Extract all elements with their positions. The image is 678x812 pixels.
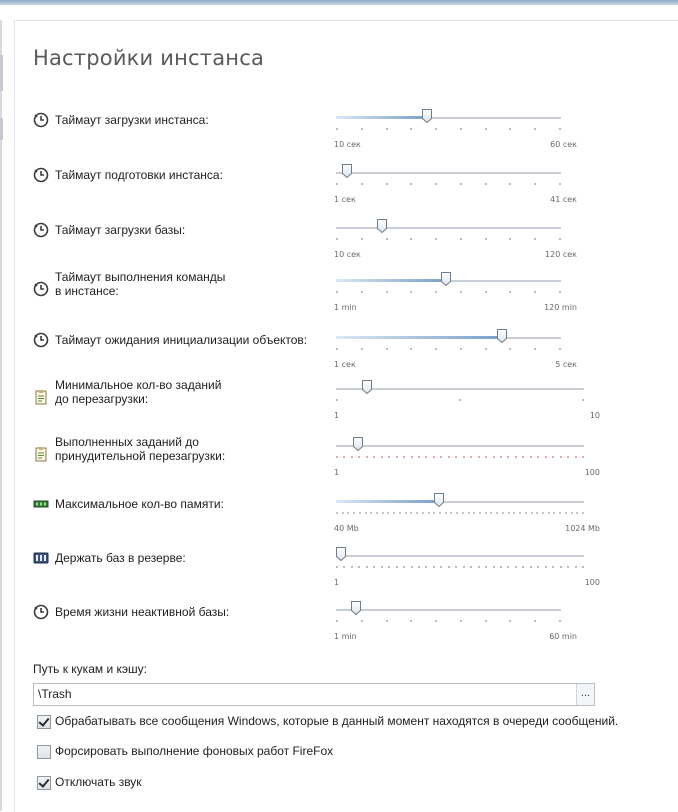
slider-tick [502,512,504,514]
slider-max-label: 5 сек [555,360,577,369]
slider-tick [359,512,361,514]
slider-tick [361,348,363,350]
slider-thumb[interactable] [441,272,451,286]
setting-row [33,378,600,421]
slider-tick [425,566,427,568]
slider-fill [336,116,426,119]
slider-tick [336,456,338,458]
slider-track [336,609,561,611]
slider-tick [376,512,378,514]
clock-icon [33,332,49,348]
checkbox-label: Форсировать выполнение фоновых работ FireFox [55,744,334,758]
slider-ticks [336,183,561,186]
slider-tick [559,238,561,240]
slider-tick [500,456,502,458]
slider-track [336,445,584,447]
slider-tick [460,620,462,622]
slider-tick [435,620,437,622]
setting-row [33,330,593,370]
slider-thumb[interactable] [353,437,363,451]
slider-tick [396,566,398,568]
slider-min-label: 10 сек [334,140,361,149]
slider-tick [509,348,511,350]
slider-tick [365,512,367,514]
database-icon [33,550,49,566]
slider-tick [542,512,544,514]
slider-tick [450,512,452,514]
slider-tick [336,291,338,293]
setting-row [33,165,593,205]
slider-tick [509,183,511,185]
clock-icon [33,222,49,238]
slider-tick [455,566,457,568]
slider-tick [559,183,561,185]
slider-ticks [336,238,561,241]
slider-tick [559,128,561,130]
setting-row [33,220,593,260]
slider-thumb[interactable] [422,109,432,123]
slider-min-label: 1 min [334,303,357,312]
clock-icon [33,167,49,183]
slider-tick [560,456,562,458]
slider-tick [336,348,338,350]
slider-tick [358,566,360,568]
slider-track [336,388,584,390]
setting-label: Таймаут загрузки инстанса: [55,113,209,127]
path-value: \Trash [38,687,72,701]
slider-tick [353,512,355,514]
setting-row [33,110,593,150]
slider-tick [460,348,462,350]
slider-tick [393,512,395,514]
slider-tick [418,456,420,458]
slider-tick [448,456,450,458]
slider-tick [493,566,495,568]
slider-tick [388,456,390,458]
slider-tick [435,291,437,293]
slider-max-label: 60 min [549,632,577,641]
window-top-bar [0,0,678,5]
slider-tick [399,512,401,514]
slider-tick [366,456,368,458]
slider-tick [490,512,492,514]
slider-tick [582,456,584,458]
slider-tick [422,512,424,514]
setting-slider[interactable] [334,220,577,260]
left-tab-marker [0,55,3,91]
slider-min-label: 1 сек [334,360,356,369]
slider-max-label: 120 сек [545,250,577,259]
slider-tick [559,348,561,350]
setting-slider[interactable] [334,602,577,642]
setting-label: Таймаут выполнения команды в инстансе: [55,270,226,298]
slider-tick [522,566,524,568]
left-tab-marker [0,118,3,140]
slider-fill [336,336,501,339]
slider-max-label: 100 [584,578,600,587]
slider-tick [478,566,480,568]
setting-slider[interactable] [334,330,577,370]
slider-tick [381,566,383,568]
slider-tick [522,456,524,458]
slider-tick [485,291,487,293]
slider-tick [509,238,511,240]
clock-icon [33,112,49,128]
slider-tick [536,512,538,514]
checkbox-unchecked[interactable] [37,745,51,759]
slider-tick [509,128,511,130]
slider-tick [361,620,363,622]
slider-tick [342,512,344,514]
slider-tick [485,128,487,130]
slider-ticks [336,566,584,569]
slider-track [336,555,584,557]
slider-tick [534,348,536,350]
setting-label: Время жизни неактивной базы: [55,605,230,619]
setting-slider[interactable] [334,110,577,150]
path-input[interactable] [33,683,595,706]
setting-label: Держать баз в резерве: [55,551,186,565]
slider-tick [508,512,510,514]
slider-tick [513,512,515,514]
checkbox-checked[interactable] [37,715,51,729]
slider-thumb[interactable] [377,219,387,233]
slider-tick [456,512,458,514]
slider-tick [534,238,536,240]
slider-tick [552,456,554,458]
slider-min-label: 1 сек [334,195,356,204]
checkbox-checked[interactable] [37,776,51,790]
slider-tick [433,512,435,514]
slider-ticks [336,456,584,459]
checkbox-label: Обрабатывать все сообщения Windows, которые в данный момент находятся в очереди сообщений. [55,714,619,728]
slider-tick [537,456,539,458]
clock-icon [33,604,49,620]
slider-tick [455,456,457,458]
slider-thumb[interactable] [342,164,352,178]
slider-tick [440,566,442,568]
slider-tick [351,456,353,458]
memory-icon [33,496,49,512]
slider-tick [575,456,577,458]
slider-tick [373,566,375,568]
slider-tick [435,348,437,350]
slider-max-label: 1024 Mb [565,524,600,533]
slider-tick [567,456,569,458]
slider-tick [403,456,405,458]
slider-min-label: 1 [334,411,340,420]
slider-tick [525,512,527,514]
slider-tick [485,456,487,458]
slider-tick [435,183,437,185]
slider-tick [439,512,441,514]
setting-label: Таймаут подготовки инстанса: [55,168,223,182]
slider-tick [534,128,536,130]
slider-tick [575,566,577,568]
slider-tick [373,456,375,458]
slider-tick [545,456,547,458]
slider-tick [468,512,470,514]
slider-tick [386,620,388,622]
slider-tick [403,566,405,568]
setting-slider[interactable] [334,438,600,478]
slider-tick [552,566,554,568]
slider-tick [336,566,338,568]
clipboard-icon [33,446,49,462]
browse-button[interactable]: ... [576,684,594,705]
slider-tick [460,291,462,293]
setting-label: Выполненных заданий до принудительной перезагрузки: [55,435,226,463]
slider-tick [396,456,398,458]
setting-slider[interactable] [334,273,577,313]
slider-max-label: 10 [589,411,600,420]
slider-tick [361,291,363,293]
slider-tick [560,566,562,568]
path-label: Путь к кукам и кэшу: [33,662,147,676]
slider-thumb[interactable] [362,380,372,394]
slider-tick [534,620,536,622]
checkbox-label: Отключать звук [55,775,142,789]
slider-tick [386,238,388,240]
slider-tick [534,183,536,185]
slider-tick [462,512,464,514]
slider-tick [440,456,442,458]
slider-tick [530,566,532,568]
setting-row [33,270,593,313]
setting-label: Минимальное кол-во заданий до перезагрузки: [55,378,222,406]
slider-tick [460,183,462,185]
slider-tick [386,183,388,185]
slider-tick [582,566,584,568]
slider-tick [567,566,569,568]
slider-min-label: 40 Mb [334,524,359,533]
setting-label: Таймаут ожидания инициализации объектов: [55,333,308,347]
slider-tick [565,512,567,514]
slider-track [336,227,561,229]
slider-tick [493,456,495,458]
slider-tick [410,620,412,622]
slider-tick [460,238,462,240]
slider-tick [515,456,517,458]
slider-tick [336,620,338,622]
slider-ticks [336,620,561,623]
slider-fill [336,500,438,503]
slider-max-label: 100 [584,468,600,477]
slider-tick [553,512,555,514]
slider-tick [459,399,461,401]
slider-tick [478,456,480,458]
setting-label: Таймаут загрузки базы: [55,223,186,237]
slider-tick [463,456,465,458]
setting-slider[interactable] [334,494,600,534]
slider-tick [582,512,584,514]
slider-tick [485,620,487,622]
slider-tick [507,566,509,568]
slider-tick [445,512,447,514]
slider-thumb[interactable] [497,329,507,343]
setting-slider[interactable] [334,165,577,205]
slider-tick [336,399,338,401]
slider-tick [370,512,372,514]
slider-tick [582,399,584,401]
slider-tick [351,566,353,568]
slider-thumb[interactable] [351,601,361,615]
slider-tick [358,456,360,458]
slider-fill [336,279,445,282]
slider-tick [382,512,384,514]
slider-max-label: 41 сек [550,195,577,204]
slider-tick [336,128,338,130]
slider-ticks [336,291,561,294]
clock-icon [33,281,49,297]
setting-row [33,548,600,588]
slider-tick [405,512,407,514]
slider-tick [500,566,502,568]
slider-tick [411,566,413,568]
slider-tick [387,512,389,514]
slider-tick [507,456,509,458]
slider-tick [530,456,532,458]
slider-tick [463,566,465,568]
slider-tick [347,512,349,514]
slider-max-label: 120 min [544,303,577,312]
slider-thumb[interactable] [434,493,444,507]
setting-label: Максимальное кол-во памяти: [55,497,224,511]
slider-min-label: 1 [334,578,340,587]
slider-tick [485,566,487,568]
setting-row [33,494,600,534]
slider-tick [386,128,388,130]
slider-tick [496,512,498,514]
slider-ticks [336,512,584,515]
slider-tick [470,566,472,568]
slider-tick [381,456,383,458]
slider-tick [473,512,475,514]
slider-tick [559,291,561,293]
slider-tick [411,456,413,458]
slider-tick [388,566,390,568]
slider-tick [416,512,418,514]
slider-tick [531,512,533,514]
slider-tick [410,238,412,240]
slider-tick [537,566,539,568]
slider-track [336,172,561,174]
slider-tick [386,348,388,350]
slider-tick [433,456,435,458]
slider-tick [448,566,450,568]
slider-thumb[interactable] [336,547,346,561]
slider-tick [410,291,412,293]
slider-tick [576,512,578,514]
slider-tick [435,238,437,240]
slider-ticks [336,348,561,351]
slider-tick [485,512,487,514]
setting-row [33,435,600,478]
slider-tick [519,512,521,514]
slider-tick [460,128,462,130]
slider-min-label: 10 сек [334,250,361,259]
slider-tick [410,512,412,514]
slider-tick [386,291,388,293]
slider-tick [433,566,435,568]
setting-slider[interactable] [334,548,600,588]
slider-tick [548,512,550,514]
slider-tick [435,128,437,130]
slider-tick [485,238,487,240]
slider-tick [479,512,481,514]
slider-tick [425,456,427,458]
slider-tick [470,456,472,458]
slider-tick [485,183,487,185]
setting-row [33,602,593,642]
slider-tick [361,128,363,130]
slider-ticks [336,399,584,402]
slider-tick [485,348,487,350]
slider-min-label: 1 min [334,632,357,641]
page-title: Настройки инстанса [33,46,265,70]
slider-tick [534,291,536,293]
slider-tick [343,566,345,568]
slider-tick [336,512,338,514]
slider-tick [336,238,338,240]
slider-tick [410,183,412,185]
slider-tick [361,183,363,185]
slider-tick [559,620,561,622]
slider-tick [509,620,511,622]
setting-slider[interactable] [334,381,600,421]
slider-tick [571,512,573,514]
slider-min-label: 1 [334,468,340,477]
slider-tick [361,238,363,240]
slider-tick [366,566,368,568]
slider-tick [410,128,412,130]
slider-tick [418,566,420,568]
slider-tick [428,512,430,514]
clipboard-icon [33,389,49,405]
slider-tick [509,291,511,293]
slider-ticks [336,128,561,131]
slider-tick [336,183,338,185]
slider-tick [559,512,561,514]
slider-tick [515,566,517,568]
slider-tick [343,456,345,458]
slider-tick [545,566,547,568]
slider-tick [410,348,412,350]
slider-max-label: 60 сек [550,140,577,149]
